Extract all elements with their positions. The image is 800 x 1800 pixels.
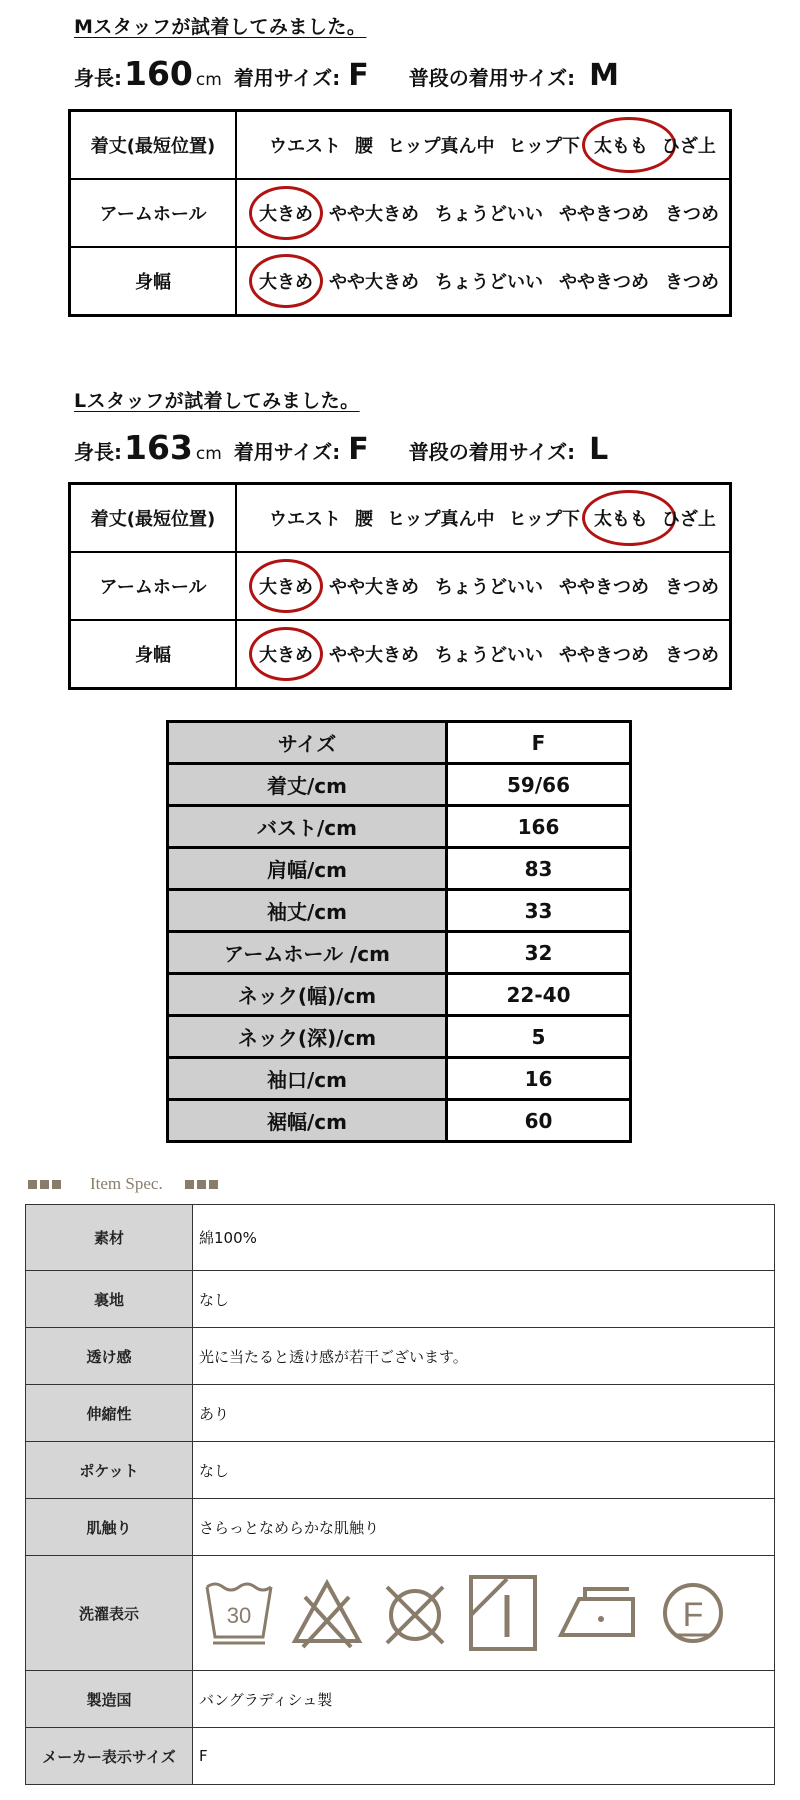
size-row-label: 袖丈/cm xyxy=(168,890,447,932)
size-row xyxy=(168,1100,631,1142)
spec-row xyxy=(26,1442,775,1499)
item-spec-title: Item Spec. xyxy=(90,1174,163,1193)
size-row xyxy=(168,764,631,806)
usual-size-label: 普段の着用サイズ: xyxy=(408,66,576,90)
fit-option: ちょうどいい xyxy=(435,272,543,293)
wear-size-label: 着用サイズ: xyxy=(233,66,341,90)
spec-row xyxy=(26,1499,775,1556)
iron-low-icon xyxy=(555,1577,641,1649)
spec-value: あり xyxy=(193,1385,775,1442)
fit-option: やや大きめ xyxy=(329,645,419,666)
fit-option: ちょうどいい xyxy=(435,577,543,598)
fit-row-length xyxy=(70,111,731,180)
wear-size-label: 着用サイズ: xyxy=(233,440,341,464)
height-unit: cm xyxy=(195,70,222,90)
spec-key: 裏地 xyxy=(26,1271,193,1328)
usual-size-label: 普段の着用サイズ: xyxy=(408,440,576,464)
spec-row xyxy=(26,1328,775,1385)
spec-key: 素材 xyxy=(26,1205,193,1271)
spec-value: さらっとなめらかな肌触り xyxy=(193,1499,775,1556)
square-bullet-icon xyxy=(40,1180,49,1189)
size-header-label: サイズ xyxy=(168,722,447,764)
dry-clean-letter: F xyxy=(682,1596,704,1634)
fit-option: きつめ xyxy=(665,204,719,225)
fit-option-selected: 大きめ xyxy=(259,573,313,599)
fit-table-m xyxy=(68,109,732,317)
fit-option: ちょうどいい xyxy=(435,204,543,225)
dry-clean-f-icon xyxy=(657,1577,729,1649)
spec-key: 製造国 xyxy=(26,1671,193,1728)
no-tumble-dry-icon xyxy=(379,1577,451,1649)
fit-option: ヒップ下 xyxy=(508,509,580,530)
fit-option: ウエスト xyxy=(269,509,341,530)
spec-value: バングラディシュ製 xyxy=(193,1671,775,1728)
size-row-value: 60 xyxy=(447,1100,631,1142)
size-row xyxy=(168,932,631,974)
spec-row xyxy=(26,1728,775,1785)
spec-key: 伸縮性 xyxy=(26,1385,193,1442)
size-row-value: 5 xyxy=(447,1016,631,1058)
spec-value: F xyxy=(193,1728,775,1785)
spec-row-care xyxy=(26,1556,775,1671)
size-row-value: 22-40 xyxy=(447,974,631,1016)
staff-m-info xyxy=(74,54,619,98)
square-bullet-icon xyxy=(185,1180,194,1189)
fit-option-selected: 太もも xyxy=(594,132,648,158)
square-bullet-icon xyxy=(52,1180,61,1189)
size-row xyxy=(168,848,631,890)
fit-option: きつめ xyxy=(665,577,719,598)
size-table xyxy=(166,720,632,1143)
fit-row-label: アームホール xyxy=(70,179,237,247)
spec-value: なし xyxy=(193,1271,775,1328)
size-row-label: 袖口/cm xyxy=(168,1058,447,1100)
fit-option: ややきつめ xyxy=(559,204,649,225)
fit-row-armhole xyxy=(70,552,731,620)
size-row xyxy=(168,974,631,1016)
square-bullet-icon xyxy=(209,1180,218,1189)
fit-option: ヒップ真ん中 xyxy=(387,509,495,530)
fit-row-width xyxy=(70,247,731,316)
fit-option: ヒップ真ん中 xyxy=(387,136,495,157)
staff-m-title: Mスタッフが試着してみました。 xyxy=(74,16,367,38)
fit-option-selected: 太もも xyxy=(594,505,648,531)
height-label: 身長: xyxy=(74,440,122,464)
fit-option-selected: 大きめ xyxy=(259,200,313,226)
size-row-label: アームホール /cm xyxy=(168,932,447,974)
wear-size-value: F xyxy=(348,432,369,467)
fit-row-armhole xyxy=(70,179,731,247)
spec-row xyxy=(26,1385,775,1442)
fit-row-label: アームホール xyxy=(70,552,237,620)
fit-option: やや大きめ xyxy=(329,272,419,293)
fit-option: ややきつめ xyxy=(559,577,649,598)
size-row-value: 166 xyxy=(447,806,631,848)
spec-row xyxy=(26,1271,775,1328)
size-table-header xyxy=(168,722,631,764)
fit-option-selected: 大きめ xyxy=(259,641,313,667)
size-row-value: 83 xyxy=(447,848,631,890)
size-row-label: ネック(深)/cm xyxy=(168,1016,447,1058)
height-value: 163 xyxy=(124,428,193,467)
fit-option: やや大きめ xyxy=(329,204,419,225)
spec-key: 肌触り xyxy=(26,1499,193,1556)
size-row xyxy=(168,806,631,848)
usual-size-value: L xyxy=(589,432,609,467)
wear-size-value: F xyxy=(348,58,369,93)
fit-option: ややきつめ xyxy=(559,272,649,293)
fit-option: きつめ xyxy=(665,645,719,666)
spec-key: 透け感 xyxy=(26,1328,193,1385)
fit-row-length xyxy=(70,484,731,553)
usual-size-value: M xyxy=(589,58,619,93)
fit-row-label: 身幅 xyxy=(70,247,237,316)
fit-option: ウエスト xyxy=(269,136,341,157)
size-row-label: 着丈/cm xyxy=(168,764,447,806)
size-row xyxy=(168,1058,631,1100)
spec-row xyxy=(26,1671,775,1728)
fit-row-label: 身幅 xyxy=(70,620,237,689)
height-unit: cm xyxy=(195,444,222,464)
spec-key: 洗濯表示 xyxy=(26,1556,193,1671)
square-bullet-icon xyxy=(197,1180,206,1189)
fit-option: 腰 xyxy=(355,136,373,157)
fit-option-selected: 大きめ xyxy=(259,268,313,294)
size-row-value: 16 xyxy=(447,1058,631,1100)
care-symbols xyxy=(193,1556,775,1671)
fit-option: やや大きめ xyxy=(329,577,419,598)
fit-row-width xyxy=(70,620,731,689)
size-row-value: 59/66 xyxy=(447,764,631,806)
height-label: 身長: xyxy=(74,66,122,90)
wash-temp-text: 30 xyxy=(226,1603,252,1628)
no-bleach-icon xyxy=(291,1577,363,1649)
staff-l-info xyxy=(74,428,608,472)
size-row-value: 33 xyxy=(447,890,631,932)
size-header-value: F xyxy=(447,722,631,764)
fit-row-label: 着丈(最短位置) xyxy=(70,111,237,180)
size-row-label: 肩幅/cm xyxy=(168,848,447,890)
spec-value: 光に当たると透け感が若干ございます。 xyxy=(193,1328,775,1385)
fit-option: ひざ上 xyxy=(661,136,716,157)
fit-option: ヒップ下 xyxy=(508,136,580,157)
spec-key: ポケット xyxy=(26,1442,193,1499)
spec-value: 綿100% xyxy=(193,1205,775,1271)
size-row xyxy=(168,1016,631,1058)
staff-l-title: Lスタッフが試着してみました。 xyxy=(74,390,360,412)
item-spec-table xyxy=(25,1204,775,1785)
square-bullet-icon xyxy=(28,1180,37,1189)
fit-option: ちょうどいい xyxy=(435,645,543,666)
fit-option: 腰 xyxy=(355,509,373,530)
wash-30-icon xyxy=(203,1577,275,1649)
line-dry-shade-icon xyxy=(467,1573,539,1653)
height-value: 160 xyxy=(124,54,193,93)
fit-table-l xyxy=(68,482,732,690)
fit-row-label: 着丈(最短位置) xyxy=(70,484,237,553)
size-row-label: 裾幅/cm xyxy=(168,1100,447,1142)
spec-key: メーカー表示サイズ xyxy=(26,1728,193,1785)
spec-row xyxy=(26,1205,775,1271)
fit-option: きつめ xyxy=(665,272,719,293)
size-row xyxy=(168,890,631,932)
item-spec-header xyxy=(28,1174,221,1194)
size-row-label: ネック(幅)/cm xyxy=(168,974,447,1016)
fit-option: ややきつめ xyxy=(559,645,649,666)
size-row-value: 32 xyxy=(447,932,631,974)
size-row-label: バスト/cm xyxy=(168,806,447,848)
fit-option: ひざ上 xyxy=(661,509,716,530)
spec-value: なし xyxy=(193,1442,775,1499)
